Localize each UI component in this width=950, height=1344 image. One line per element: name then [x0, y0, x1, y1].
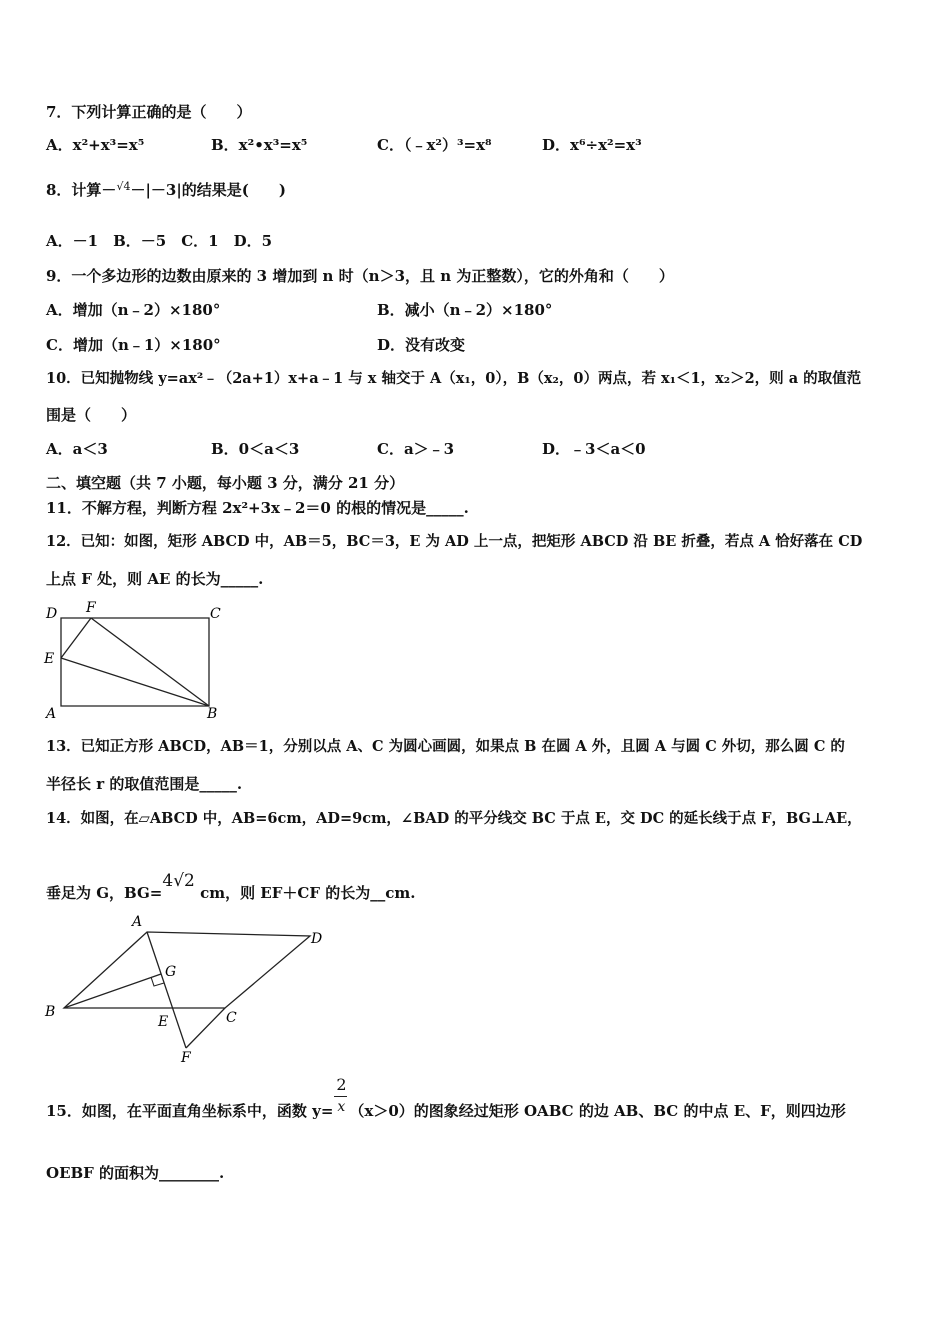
q7-option-c: C．（﹣x²）³=x⁸: [377, 136, 492, 154]
label-d: D: [46, 606, 58, 622]
label-c: C: [226, 1010, 237, 1026]
q8-stem: [46, 178, 286, 199]
segment-fb: [91, 618, 209, 706]
label-e: E: [44, 651, 55, 667]
q9-option-c: C．增加（n﹣1）×180°: [46, 336, 221, 354]
q10-option-d: D．﹣3＜a＜0: [542, 440, 646, 458]
label-f: F: [86, 600, 96, 616]
q7-stem: 7．下列计算正确的是（ ）: [46, 103, 252, 121]
q15-stem-line2: OEBF 的面积为________.: [46, 1164, 225, 1182]
q7-option-a: A．x²+x³=x⁵: [46, 136, 145, 154]
label-c: C: [210, 606, 221, 622]
q15-line1-pre: 15．如图，在平面直角坐标系中，函数 y=: [46, 1102, 334, 1120]
q11-stem: 11．不解方程，判断方程 2x²+3x﹣2＝0 的根的情况是_____.: [46, 499, 469, 517]
label-b: B: [207, 706, 218, 722]
q14-line2-pre: 垂足为 G，BG=: [46, 884, 163, 902]
q10-option-b: B．0＜a＜3: [211, 440, 300, 458]
segment-bg: [64, 974, 161, 1008]
label-a: A: [132, 914, 143, 930]
q10-option-c: C．a＞﹣3: [377, 440, 455, 458]
label-b: B: [45, 1004, 56, 1020]
q15-frac-den: x: [337, 1099, 346, 1115]
segment-cf: [186, 1008, 225, 1048]
q13-stem-line2: 半径长 r 的取值范围是_____.: [46, 775, 243, 793]
segment-eb: [61, 658, 209, 706]
rectangle-abcd: [61, 618, 209, 706]
q10-option-a: A．a＜3: [46, 440, 108, 458]
label-d: D: [311, 931, 323, 947]
q14-stem-line1: 14．如图，在▱ABCD 中，AB=6cm，AD=9cm，∠BAD 的平分线交 BC 于点 E，交 DC 的延长线于点 F，BG⊥AE，: [46, 810, 862, 827]
q15-fraction: [333, 1075, 349, 1120]
parallelogram-abcd: [64, 932, 310, 1008]
q12-stem-line1: 12．已知：如图，矩形 ABCD 中，AB＝5，BC＝3，E 为 AD 上一点，把矩形 ABCD 沿 BE 折叠，若点 A 恰好落在 CD: [46, 533, 863, 550]
q10-stem-line1: 10．已知抛物线 y=ax²﹣（2a+1）x+a﹣1 与 x 轴交于 A（x₁，0），B（x₂，0）两点，若 x₁＜1，x₂＞2，则 a 的取值范: [46, 370, 862, 387]
q14-stem-line2: [46, 872, 415, 902]
q7-option-d: D．x⁶÷x²=x³: [542, 136, 642, 154]
q14-bg-value: 4√2: [162, 871, 195, 891]
q9-stem: 9．一个多边形的边数由原来的 3 增加到 n 时（n＞3，且 n 为正整数），它的外角和（ ）: [46, 267, 674, 285]
q9-option-a: A．增加（n﹣2）×180°: [46, 301, 221, 319]
q15-frac-bar: [334, 1096, 347, 1097]
section-title: 二、填空题（共 7 小题，每小题 3 分，满分 21 分）: [46, 474, 405, 492]
q15-stem-line1: [46, 1075, 846, 1120]
q14-parallelogram-figure: [40, 908, 340, 1068]
label-a: A: [46, 706, 57, 722]
q12-rectangle-figure: [40, 596, 230, 722]
q15-line1-post: （x＞0）的图象经过矩形 OABC 的边 AB、BC 的中点 E、F，则四边形: [349, 1102, 846, 1120]
label-e: E: [158, 1014, 169, 1030]
q10-stem-line2: 围是（ ）: [46, 406, 137, 424]
q8-stem-post: －|－3|的结果是( ): [130, 181, 286, 199]
q14-line2-post: cm，则 EF＋CF 的长为__cm.: [200, 884, 416, 902]
q8-radical: √4: [116, 180, 131, 193]
label-g: G: [165, 964, 177, 980]
q12-stem-line2: 上点 F 处，则 AE 的长为_____.: [46, 570, 264, 588]
q8-stem-pre: 8．计算－: [46, 181, 117, 199]
label-f: F: [181, 1050, 191, 1066]
q8-options: A．－1 B．－5 C．1 D．5: [46, 232, 273, 250]
segment-ef: [61, 618, 91, 658]
q7-option-b: B．x²•x³=x⁵: [211, 136, 308, 154]
q15-frac-num: 2: [336, 1075, 347, 1094]
segment-af: [147, 932, 186, 1048]
q9-option-b: B．减小（n﹣2）×180°: [377, 301, 553, 319]
q9-option-d: D．没有改变: [377, 336, 466, 354]
q13-stem-line1: 13．已知正方形 ABCD，AB＝1，分别以点 A、C 为圆心画圆，如果点 B 在圆 A 外，且圆 A 与圆 C 外切，那么圆 C 的: [46, 738, 845, 755]
